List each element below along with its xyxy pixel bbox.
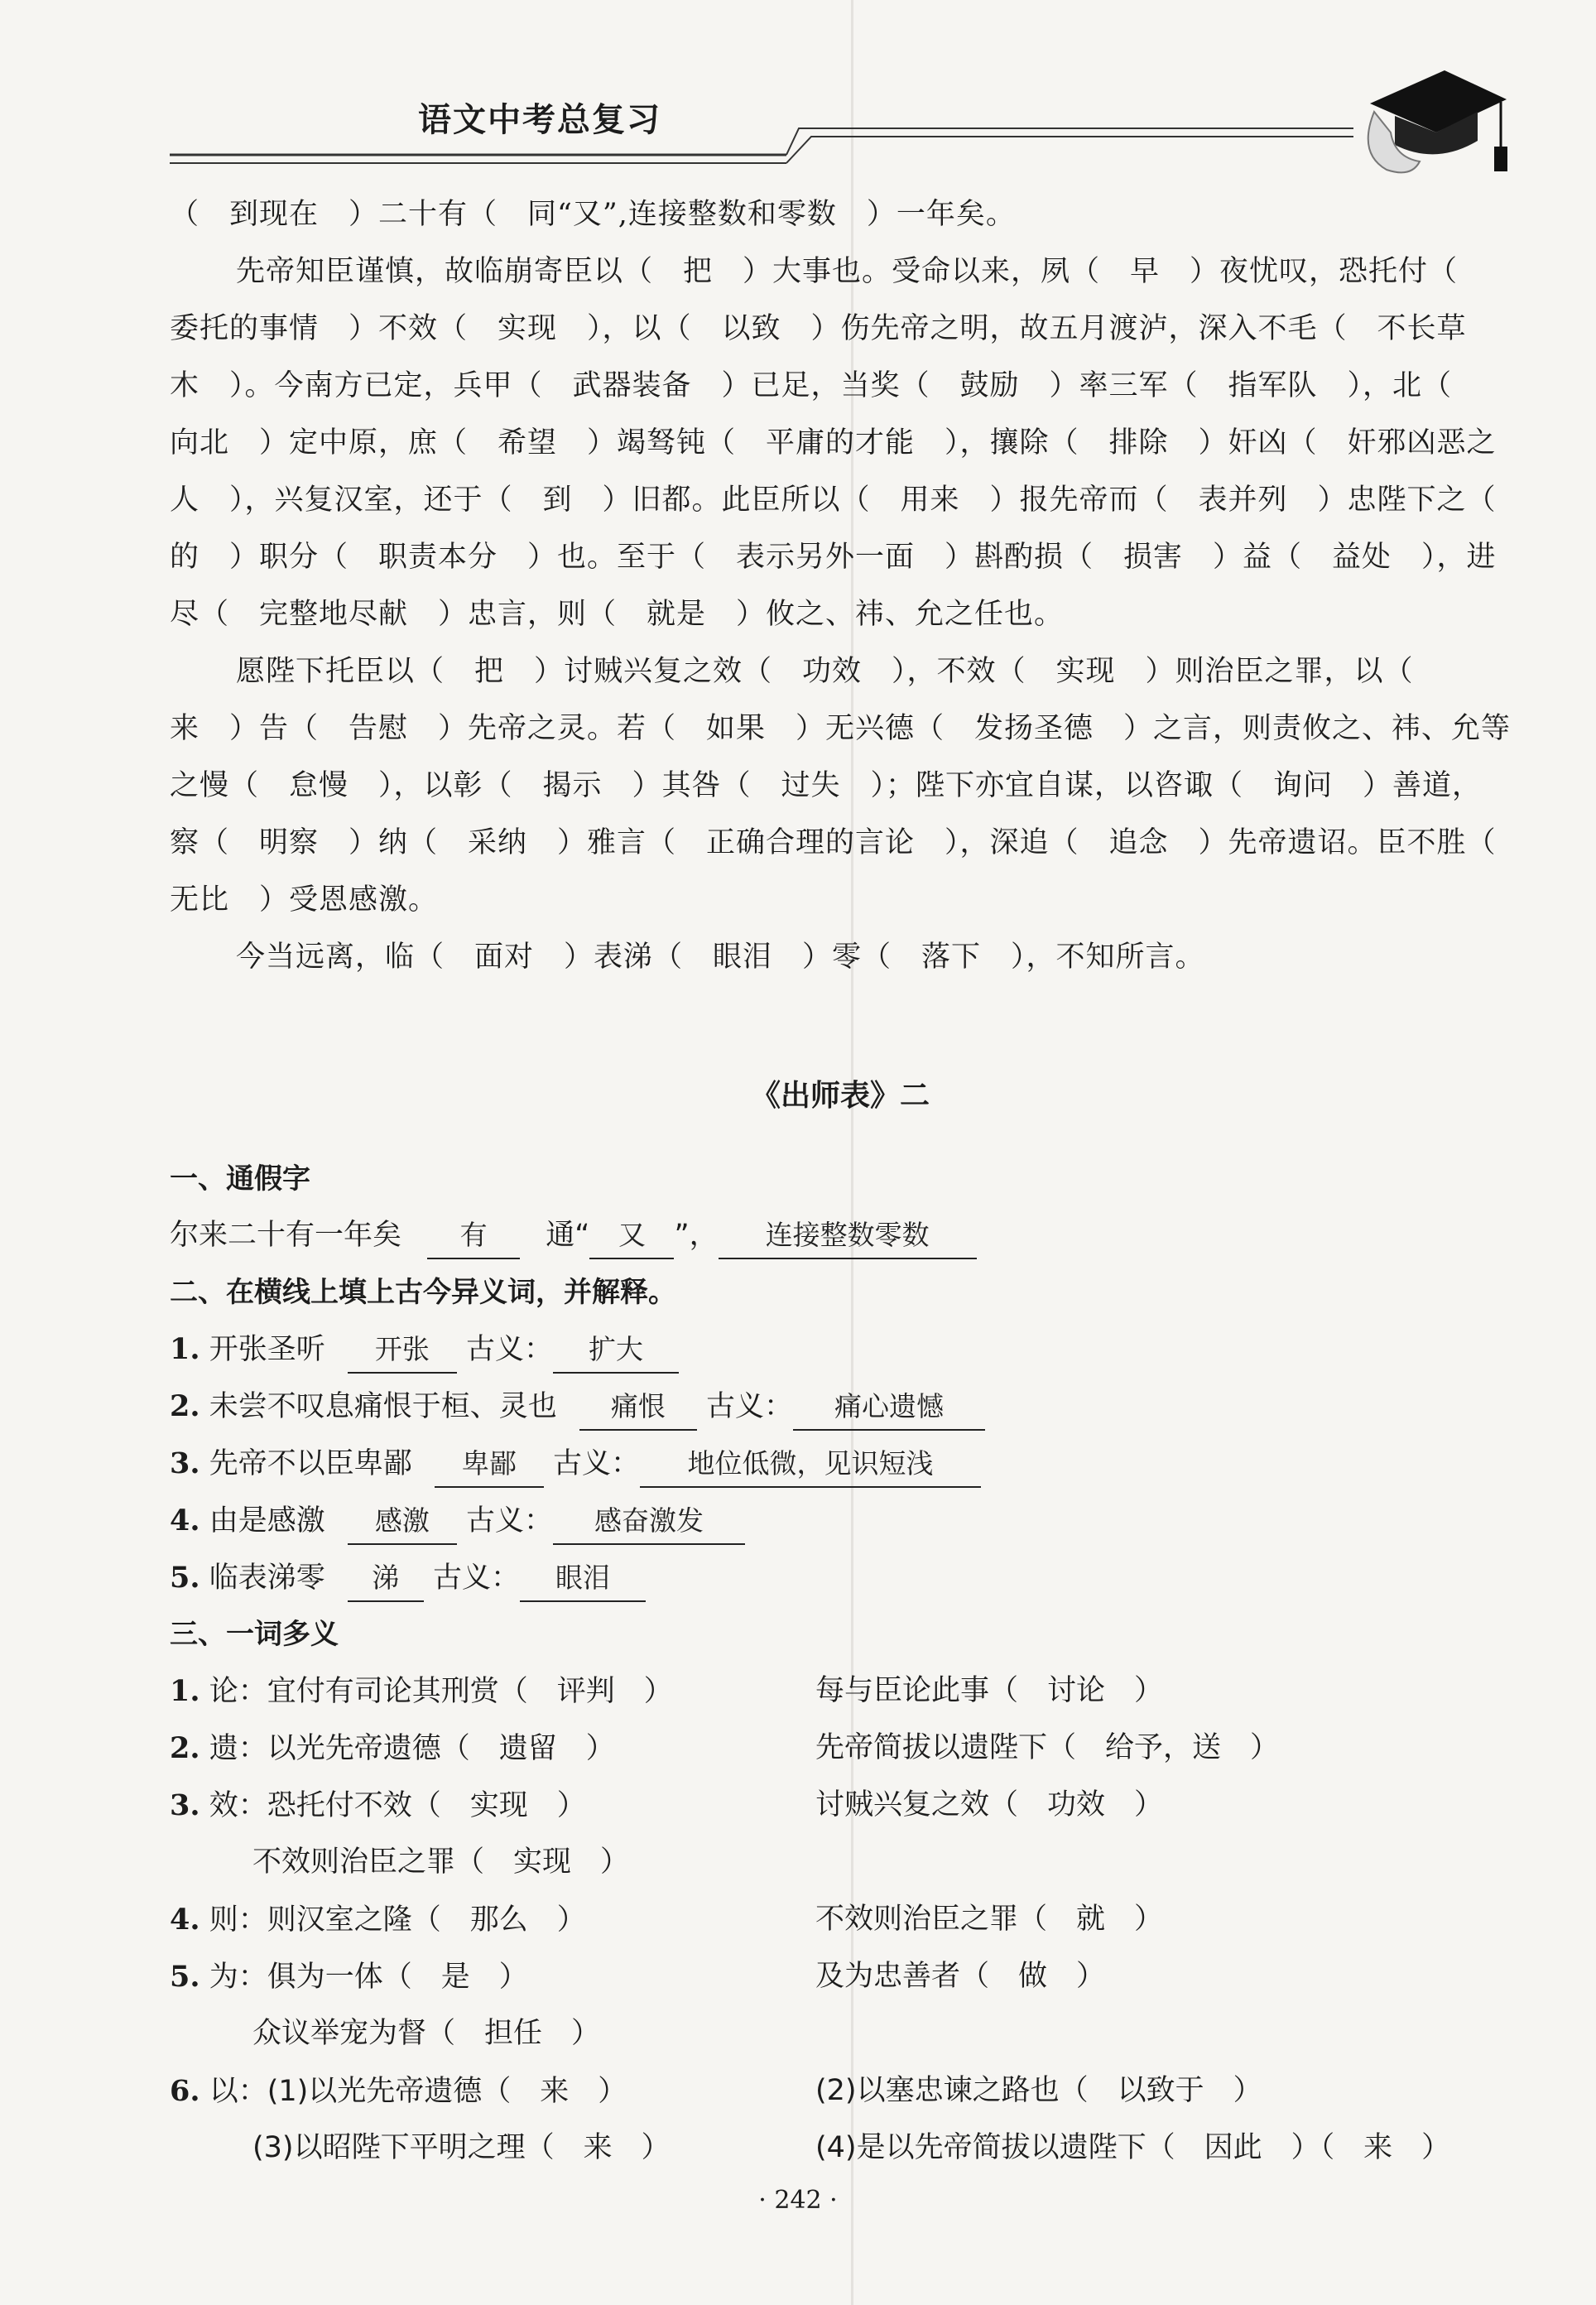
passage-p2: 先帝知臣谨慎，故临崩寄臣以（ 把 ）大事也。受命以来，夙（ 早 ）夜忧叹，恐托付（ 委托的事情 ）不效（ 实现 ），以（ 以致 ）伤先帝之明，故五月渡泸，深入不毛（ 不长草木 ）。今南方已定，兵甲（ 武器装备 ）已足，当奖（ 鼓励 ）率三军（ 指军队 ），北（ 向北 ）定中原，庶（ 希望 ）竭驽钝（ 平庸的才能 ），攘除（ 排除 ）奸凶（ 奸邪凶恶之人 ），兴复汉室，还于（ 到 ）旧都。此臣所以（ 用来 ）报先帝而（ 表并列 ）忠陛下之（ 的 ）职分（ 职责本分 ）也。至于（ 表示另外一面 ）斟酌损（ 损害 ）益（ 益处 ），进尽（ 完整地尽献 ）忠言，则（ 就是 ）攸之、祎、允之任也。 [170, 255, 1526, 631]
left-entry: 为：俱为一体（ 是 ） [209, 1961, 528, 1994]
item-number: 1. [170, 1332, 200, 1366]
part-2-item [170, 1378, 1511, 1435]
part-3-line [170, 2005, 1511, 2062]
part-2-item [170, 1435, 1511, 1492]
item-question: 未尝不叹息痛恨于桓、灵也 [209, 1390, 557, 1423]
right-entry: 每与臣论此事（ 讨论 ） [815, 1674, 1164, 1707]
part-1-heading: 一、通假字 [170, 1162, 310, 1196]
left-entry: 论：宜付有司论其刑赏（ 评判 ） [209, 1675, 673, 1708]
left-entry: 效：恐托付不效（ 实现 ） [209, 1789, 586, 1822]
answer-blank: 又 [589, 1215, 674, 1259]
answer-blank: 感奋激发 [553, 1500, 745, 1545]
guyi-label: 古义： [432, 1562, 520, 1595]
answer-blank: 扩大 [553, 1329, 679, 1374]
item-question: 开张圣听 [209, 1333, 325, 1366]
header-title: 语文中考总复习 [418, 100, 661, 139]
left-entry: 不效则治臣之罪（ 实现 ） [252, 1845, 630, 1879]
item-number: 6. [170, 2074, 200, 2108]
right-entry: (4)是以先帝简拔以遗陛下（ 因此 ）（ 来 ） [815, 2131, 1451, 2164]
right-entry: (2)以塞忠谏之路也（ 以致于 ） [815, 2074, 1262, 2107]
part-2-item [170, 1549, 1511, 1606]
left-entry: 以：(1)以光先帝遗德（ 来 ） [209, 2075, 627, 2108]
answer-blank: 感激 [348, 1500, 457, 1545]
item-question: 先帝不以臣卑鄙 [209, 1447, 412, 1480]
left-entry: 遗：以光先帝遗德（ 遗留 ） [209, 1732, 615, 1765]
item-number: 5. [170, 1561, 200, 1595]
answer-blank: 连接整数零数 [719, 1215, 977, 1259]
item-number: 3. [170, 1446, 200, 1480]
part-3 [170, 1606, 1511, 2177]
part-3-heading: 三、一词多义 [170, 1618, 339, 1651]
header-rule [170, 79, 1511, 178]
right-entry: 讨贼兴复之效（ 功效 ） [815, 1788, 1164, 1821]
guyi-label: 古义： [465, 1504, 553, 1537]
item-question: 临表涕零 [209, 1562, 325, 1595]
part-2-item [170, 1492, 1511, 1549]
passage [170, 186, 1526, 986]
item-number: 3. [170, 1788, 200, 1822]
part-1-line [170, 1207, 1511, 1264]
right-entry: 不效则治臣之罪（ 就 ） [815, 1903, 1164, 1936]
part-2 [170, 1264, 1511, 1606]
answer-blank: 眼泪 [520, 1557, 646, 1602]
item-number: 2. [170, 1389, 200, 1423]
left-entry: 众议举宠为督（ 担任 ） [252, 2017, 601, 2050]
right-entry: 及为忠善者（ 做 ） [815, 1960, 1106, 1993]
graduation-cap-icon [1362, 54, 1511, 186]
part-3-line [170, 1777, 1511, 1834]
part-2-item [170, 1321, 1511, 1378]
part-3-line [170, 1720, 1511, 1777]
page-number: · 242 · [758, 2186, 838, 2215]
item-question: 由是感激 [209, 1504, 325, 1537]
passage-p1: （ 到现在 ）二十有（ 同“又”,连接整数和零数 ）一年矣。 [170, 198, 1016, 231]
tong-label: 通“ [546, 1219, 590, 1252]
part-3-line [170, 1891, 1511, 1948]
page-header [170, 79, 1511, 178]
left-entry: (3)以昭陛下平明之理（ 来 ） [252, 2131, 671, 2164]
answer-blank: 痛心遗憾 [793, 1386, 985, 1431]
passage-p4: 今当远离，临（ 面对 ）表涕（ 眼泪 ）零（ 落下 ），不知所言。 [236, 941, 1205, 974]
answer-blank: 开张 [348, 1329, 457, 1374]
answer-blank: 痛恨 [579, 1386, 697, 1431]
part-2-heading: 二、在横线上填上古今异义词，并解释。 [170, 1276, 676, 1309]
part-3-line [170, 2120, 1511, 2177]
part-1-question: 尔来二十有一年矣 [170, 1219, 402, 1252]
item-number: 1. [170, 1674, 200, 1708]
part-3-line [170, 1663, 1511, 1720]
answer-blank: 有 [427, 1215, 520, 1259]
answer-blank: 地位低微，见识短浅 [640, 1443, 981, 1488]
right-entry: 先帝简拔以遗陛下（ 给予，送 ） [815, 1731, 1280, 1764]
item-number: 2. [170, 1731, 200, 1765]
item-number: 4. [170, 1504, 200, 1537]
section-title: 《出师表》二 [750, 1079, 930, 1113]
part-3-line [170, 2062, 1511, 2120]
answer-blank: 卑鄙 [435, 1443, 544, 1488]
guyi-label: 古义： [705, 1390, 793, 1423]
item-number: 4. [170, 1903, 200, 1937]
passage-p3: 愿陛下托臣以（ 把 ）讨贼兴复之效（ 功效 ），不效（ 实现 ）则治臣之罪，以（ 来 ）告（ 告慰 ）先帝之灵。若（ 如果 ）无兴德（ 发扬圣德 ）之言，则责攸之、祎、允等之慢（ 怠慢 ），以彰（ 揭示 ）其咎（ 过失 ）；陛下亦宜自谋，以咨诹（ 询问 ）善道，察（ 明察 ）纳（ 采纳 ）雅言（ 正确合理的言论 ），深追（ 追念 ）先帝遗诏。臣不胜（ 无比 ）受恩感激。 [170, 655, 1526, 917]
guyi-label: 古义： [552, 1447, 640, 1480]
part-3-line [170, 1948, 1511, 2005]
tong-close: ”， [674, 1219, 719, 1252]
answer-blank: 涕 [348, 1557, 424, 1602]
part-3-line [170, 1834, 1511, 1891]
part-1 [170, 1151, 1511, 1264]
item-number: 5. [170, 1960, 200, 1994]
left-entry: 则：则汉室之隆（ 那么 ） [209, 1903, 586, 1937]
guyi-label: 古义： [465, 1333, 553, 1366]
